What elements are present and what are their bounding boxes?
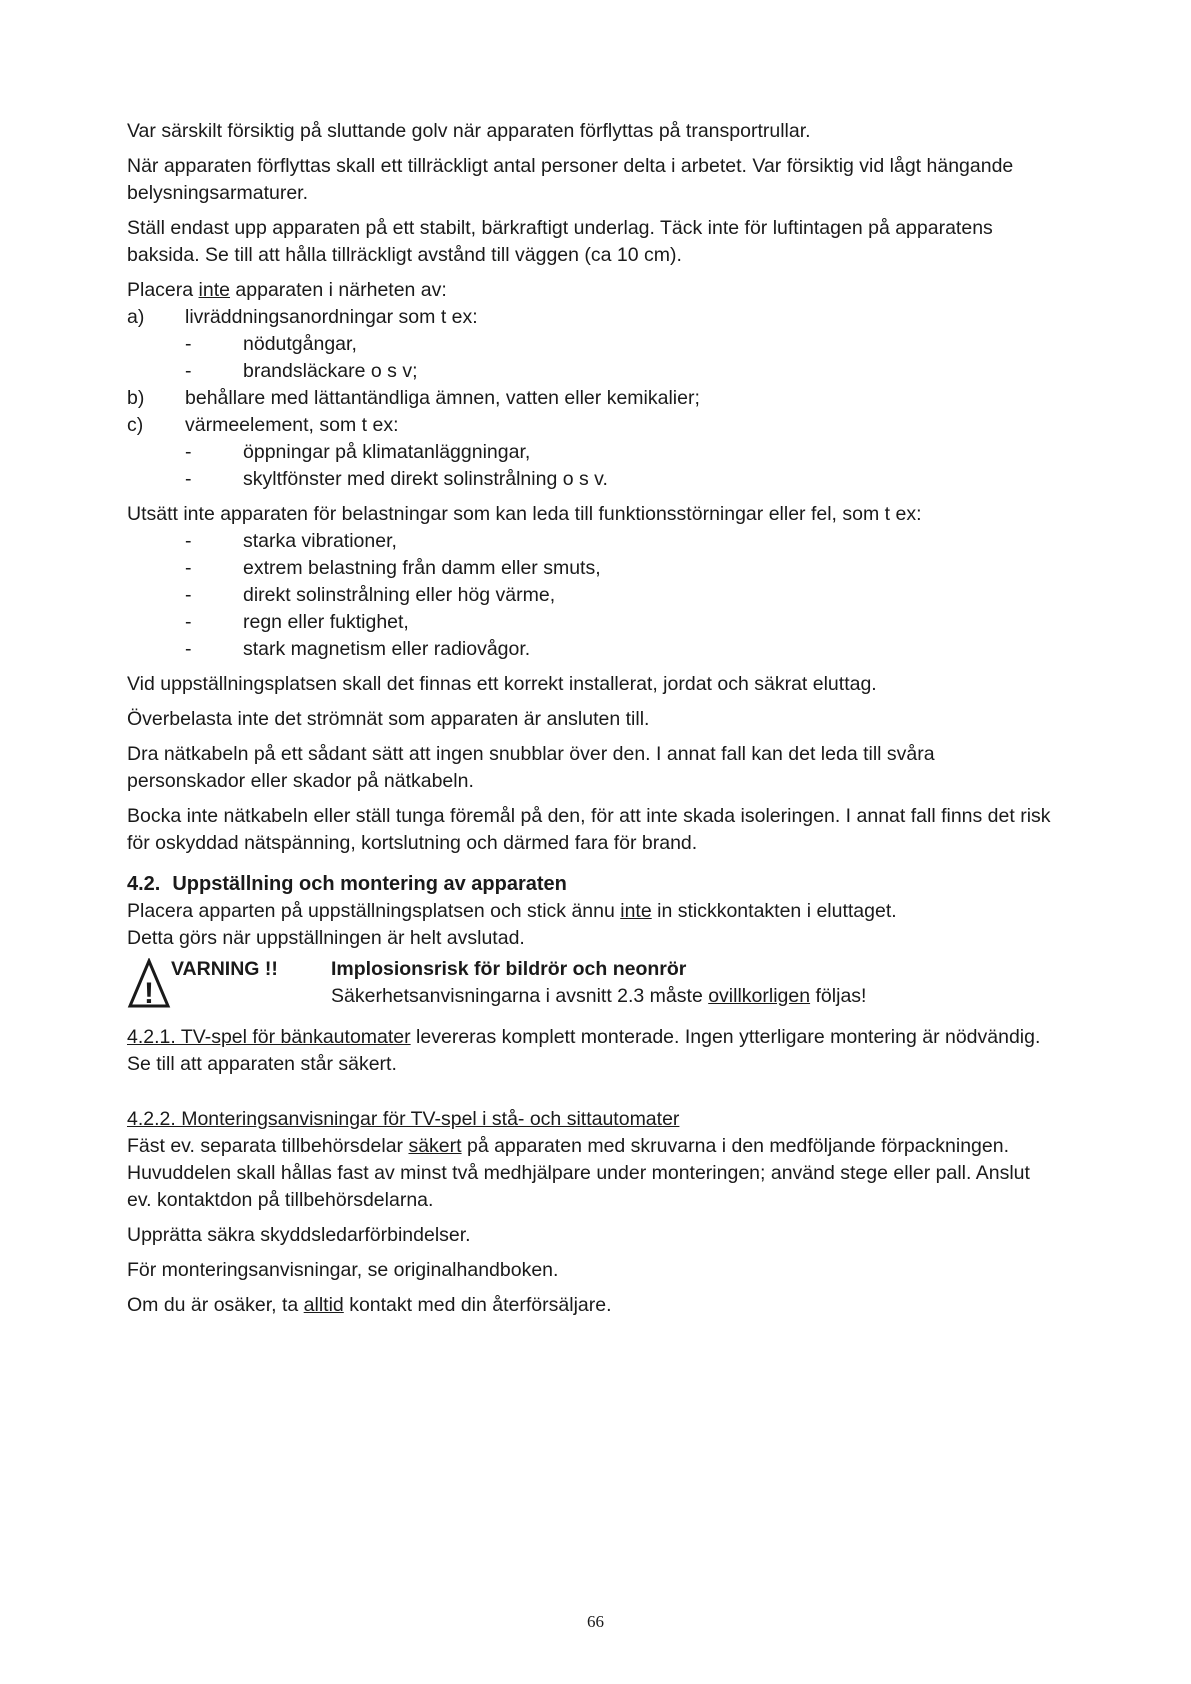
underlined-inte: inte <box>198 279 230 301</box>
paragraph-stable-surface: Ställ endast upp apparaten på ett stabilt, bärkraftigt underlag. Täck inte för luftintagen på apparatens baksida. Se till att hålla tillräckligt avstånd till väggen (ca 10 cm). <box>127 217 993 266</box>
list-subitem: - nödutgångar, <box>185 333 357 355</box>
subsection-4-2-1: 4.2.1. TV-spel för bänkautomater levereras komplett monterade. Ingen ytterligare montering är nödvändig. Se till att apparaten står säkert. <box>127 1026 1041 1075</box>
page-number: 66 <box>587 1612 604 1631</box>
list-item: - regn eller fuktighet, <box>185 611 409 633</box>
list-item-b: b) behållare med lättantändliga ämnen, vatten eller kemikalier; <box>127 387 700 409</box>
list-item: - direkt solinstrålning eller hög värme, <box>185 584 556 606</box>
paragraph-cable-bending: Bocka inte nätkabeln eller ställ tunga föremål på den, för att inte skada isoleringen. I annat fall finns det risk för oskyddad nätspänning, kortslutning och därmed fara för brand. <box>127 805 1051 854</box>
underlined-sakert: säkert <box>408 1135 462 1157</box>
paragraph-accessories: Fäst ev. separata tillbehörsdelar säkert på apparaten med skruvarna i den medföljande förpackningen. Huvuddelen skall hållas fast av minst två medhjälpare under monteringen; använd stege eller pall. Anslut ev. kontaktdon på tillbehörsdelarna. <box>127 1135 1030 1211</box>
load-list <box>127 528 1052 663</box>
list-item: - starka vibrationer, <box>185 530 397 552</box>
underlined-ovillkorligen: ovillkorligen <box>708 985 811 1007</box>
paragraph-ground-connection: Upprätta säkra skyddsledarförbindelser. <box>127 1224 471 1246</box>
list-subitem: - brandsläckare o s v; <box>185 360 418 382</box>
list-item-a: a) livräddningsanordningar som t ex: <box>127 306 478 328</box>
paragraph-transport-floor: Var särskilt försiktig på sluttande golv när apparaten förflyttas på transportrullar. <box>127 120 811 142</box>
warning-body <box>331 956 1052 1010</box>
paragraph-cable-routing: Dra nätkabeln på ett sådant sätt att ingen snubblar över den. I annat fall kan det leda till svåra personskador eller skador på nätkabeln. <box>127 743 935 792</box>
document-page <box>127 118 1052 1327</box>
svg-text:!: ! <box>144 977 154 1010</box>
paragraph-plug-in: Placera apparten på uppställningsplatsen och stick ännu inte in stickkontakten i eluttaget. <box>127 900 897 922</box>
paragraph-contact-dealer: Om du är osäker, ta alltid kontakt med din återförsäljare. <box>127 1294 612 1316</box>
warning-label: VARNING !! <box>171 958 278 980</box>
warning-block <box>127 956 1052 1010</box>
subsection-4-2-2-heading: 4.2.2. Monteringsanvisningar för TV-spel i stå- och sittautomater <box>127 1108 680 1130</box>
warning-text: Säkerhetsanvisningarna i avsnitt 2.3 måste ovillkorligen följas! <box>331 985 867 1007</box>
list-item-c: c) värmeelement, som t ex: <box>127 414 399 436</box>
list-subitem: - skyltfönster med direkt solinstrålning o s v. <box>185 468 608 490</box>
list-item: - extrem belastning från damm eller smuts, <box>185 557 601 579</box>
placement-list <box>127 304 1052 493</box>
paragraph-placement-intro: Placera inte apparaten i närheten av: <box>127 279 447 301</box>
section-heading: 4.2. Uppställning och montering av apparaten <box>127 873 567 895</box>
list-subitem: - öppningar på klimatanläggningar, <box>185 441 531 463</box>
underlined-inte: inte <box>620 900 652 922</box>
list-item: - stark magnetism eller radiovågor. <box>185 638 531 660</box>
subsection-4-2-1-heading: 4.2.1. TV-spel för bänkautomater <box>127 1026 411 1048</box>
underlined-alltid: alltid <box>303 1294 344 1316</box>
paragraph-socket: Vid uppställningsplatsen skall det finnas ett korrekt installerat, jordat och säkrat eluttag. <box>127 673 877 695</box>
paragraph-overload: Överbelasta inte det strömnät som apparaten är ansluten till. <box>127 708 650 730</box>
paragraph-original-manual: För monteringsanvisningar, se originalhandboken. <box>127 1259 559 1281</box>
warning-title: Implosionsrisk för bildrör och neonrör <box>331 958 687 980</box>
paragraph-moving-persons: När apparaten förflyttas skall ett tillräckligt antal personer delta i arbetet. Var försiktig vid lågt hängande belysningsarmaturer. <box>127 155 1014 204</box>
paragraph-load-intro: Utsätt inte apparaten för belastningar som kan leda till funktionsstörningar eller fel, som t ex: <box>127 503 922 525</box>
warning-triangle-icon <box>127 958 171 1010</box>
paragraph-completed: Detta görs när uppställningen är helt avslutad. <box>127 927 525 949</box>
